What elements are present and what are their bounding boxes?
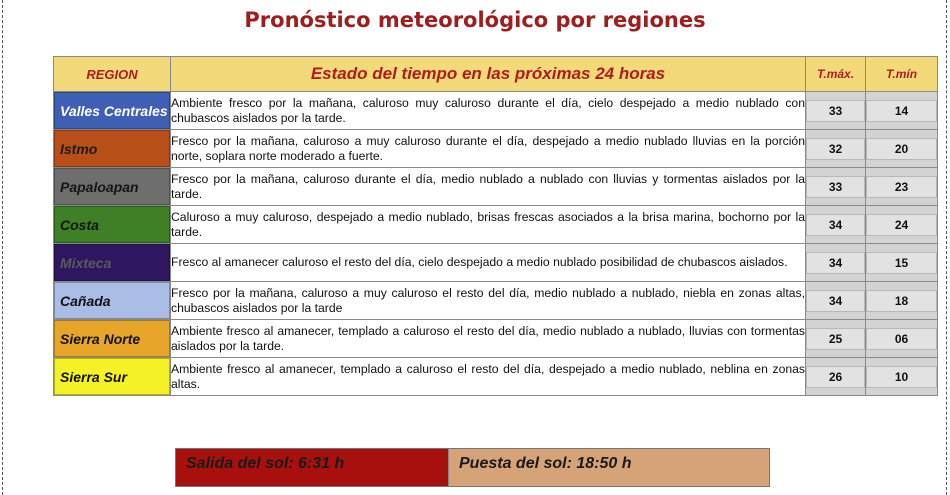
tmax-value: 34	[806, 214, 865, 236]
tmax-value: 34	[806, 252, 865, 274]
region-name: Papaloapan	[54, 168, 170, 205]
tmin-cell	[866, 130, 938, 168]
region-cell	[54, 92, 171, 130]
forecast-text: Fresco por la mañana, caluroso a muy caluroso durante el día, despejado a medio nublado lluvias en la porción norte, soplara norte moderado a fuerte.	[171, 130, 806, 168]
tmin-cell	[866, 168, 938, 206]
region-name: Sierra Norte	[54, 320, 170, 357]
tmax-cell	[806, 358, 866, 396]
tmax-value: 26	[806, 366, 865, 388]
table-header-row	[54, 57, 938, 92]
tmax-value: 33	[806, 100, 865, 122]
tmin-value: 06	[866, 328, 937, 350]
table-row	[54, 358, 938, 396]
tmin-value: 15	[866, 252, 937, 274]
sunrise-cell: Salida del sol: 6:31 h	[176, 449, 448, 486]
tmin-value: 23	[866, 176, 937, 198]
tmin-value: 18	[866, 290, 937, 312]
region-cell	[54, 358, 171, 396]
tmin-cell	[866, 282, 938, 320]
header-region: REGION	[54, 57, 171, 92]
tmin-cell	[866, 92, 938, 130]
table-row	[54, 168, 938, 206]
forecast-text: Fresco por la mañana, caluroso a muy caluroso el resto del día, medio nublado a nublado, niebla en zonas altas, chubascos aislados por la tarde	[171, 282, 806, 320]
region-cell	[54, 206, 171, 244]
tmax-cell	[806, 130, 866, 168]
header-tmin: T.mín	[866, 57, 938, 92]
table-row	[54, 320, 938, 358]
table-row	[54, 130, 938, 168]
region-cell	[54, 282, 171, 320]
tmax-value: 32	[806, 138, 865, 160]
tmax-cell	[806, 282, 866, 320]
tmin-value: 10	[866, 366, 937, 388]
region-name: Cañada	[54, 282, 170, 319]
table-row	[54, 206, 938, 244]
region-name: Costa	[54, 206, 170, 243]
tmin-cell	[866, 206, 938, 244]
region-name: Istmo	[54, 130, 170, 167]
forecast-table	[53, 56, 938, 396]
tmax-cell	[806, 206, 866, 244]
forecast-text: Ambiente fresco al amanecer, templado a caluroso el resto del día, despejado a medio nublado, neblina en zonas altas.	[171, 358, 806, 396]
table-row	[54, 282, 938, 320]
tmax-value: 34	[806, 290, 865, 312]
page-title: Pronóstico meteorológico por regiones	[244, 8, 706, 32]
tmax-cell	[806, 168, 866, 206]
forecast-text: Caluroso a muy caluroso, despejado a medio nublado, brisas frescas asociados a la brisa marina, bochorno por la tarde.	[171, 206, 806, 244]
forecast-text: Ambiente fresco al amanecer, templado a caluroso el resto del día, medio nublado a nublado, lluvias con tormentas aislados por la tarde.	[171, 320, 806, 358]
header-tmax: T.máx.	[806, 57, 866, 92]
region-cell	[54, 244, 171, 282]
forecast-text: Fresco por la mañana, caluroso durante el día, medio nublado a nublado con lluvias y tormentas aislados por la tarde.	[171, 168, 806, 206]
tmax-cell	[806, 92, 866, 130]
region-name: Valles Centrales	[54, 92, 170, 129]
sun-times-bar	[175, 448, 770, 487]
forecast-text: Fresco al amanecer caluroso el resto del día, cielo despejado a medio nublado posibilidad de chubascos aislados.	[171, 244, 806, 282]
header-forecast: Estado del tiempo en las próximas 24 horas	[171, 57, 806, 92]
tmax-cell	[806, 244, 866, 282]
region-name: Mixteca	[54, 244, 170, 281]
forecast-text: Ambiente fresco por la mañana, caluroso muy caluroso durante el día, cielo despejado a medio nublado con chubascos aislados por la tarde.	[171, 92, 806, 130]
tmin-cell	[866, 320, 938, 358]
table-row	[54, 92, 938, 130]
sunset-cell: Puesta del sol: 18:50 h	[448, 449, 769, 486]
tmax-value: 25	[806, 328, 865, 350]
region-cell	[54, 320, 171, 358]
tmin-cell	[866, 244, 938, 282]
tmin-cell	[866, 358, 938, 396]
tmax-cell	[806, 320, 866, 358]
region-cell	[54, 168, 171, 206]
tmin-value: 24	[866, 214, 937, 236]
tmax-value: 33	[806, 176, 865, 198]
table-row	[54, 244, 938, 282]
tmin-value: 20	[866, 138, 937, 160]
tmin-value: 14	[866, 100, 937, 122]
region-cell	[54, 130, 171, 168]
region-name: Sierra Sur	[54, 358, 170, 395]
